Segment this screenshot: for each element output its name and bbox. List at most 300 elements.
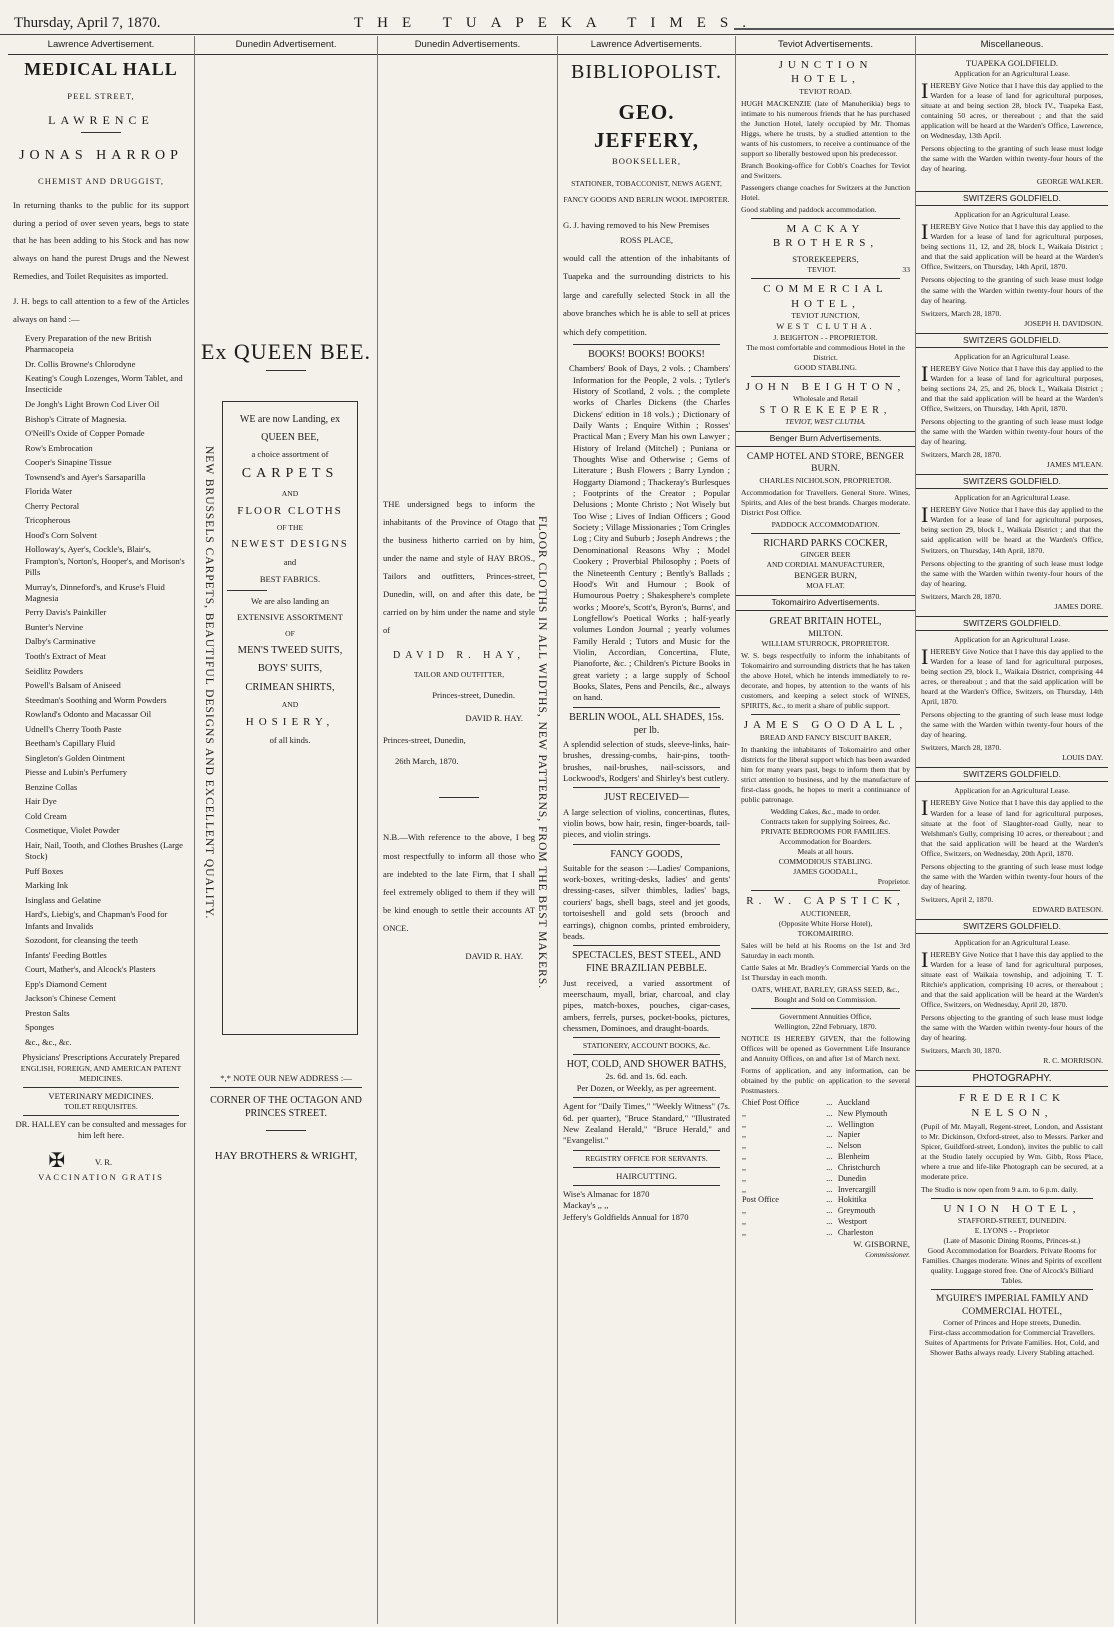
notice-header: SWITZERS GOLDFIELD. bbox=[916, 767, 1108, 782]
goodall-stabling: COMMODIOUS STABLING. bbox=[778, 857, 873, 867]
office-place: Christchurch bbox=[837, 1162, 881, 1172]
office-place: Auckland bbox=[837, 1097, 870, 1107]
goodall-signature: JAMES GOODALL, bbox=[793, 867, 858, 877]
list-item: Preston Salts bbox=[25, 1007, 70, 1018]
column-dunedin-carpets bbox=[195, 36, 378, 1624]
box-line: EXTENSIVE ASSORTMENT bbox=[237, 612, 343, 623]
table-row bbox=[741, 1163, 910, 1174]
mguire-corner: Corner of Princes and Hope streets, Dunedin. bbox=[943, 1318, 1081, 1328]
office-label: Post Office bbox=[742, 1195, 779, 1205]
vr-initials: V. R. bbox=[94, 1156, 113, 1167]
photographer-name: FREDERICK NELSON, bbox=[958, 1092, 1066, 1119]
capstick-trade: AUCTIONEER, bbox=[800, 908, 851, 918]
box-line: We are also landing an bbox=[250, 595, 330, 606]
goodall-contracts: Contracts taken for supplying Soirees, &c. bbox=[760, 817, 891, 827]
notice-signature: LOUIS DAY. bbox=[1062, 753, 1103, 763]
box-line: of all kinds. bbox=[269, 734, 311, 745]
office-label: ,, bbox=[742, 1130, 747, 1140]
list-item: O'Neill's Oxide of Copper Pomade bbox=[25, 428, 145, 439]
office-label: ,, bbox=[742, 1141, 747, 1151]
office-sep: ... bbox=[826, 1227, 833, 1237]
new-firm-trade: TAILOR AND OUTFITTER, bbox=[413, 670, 505, 680]
office-place: Nelson bbox=[837, 1141, 862, 1151]
box-line: CARPETS bbox=[241, 466, 339, 482]
list-item: Marking Ink bbox=[25, 880, 69, 891]
list-item: Dr. Collis Browne's Chlorodyne bbox=[25, 358, 136, 369]
richard-place: BENGER BURN, bbox=[794, 570, 857, 581]
junction-road: TEVIOT ROAD. bbox=[799, 86, 852, 96]
notice-sub: Application for an Agricultural Lease. bbox=[954, 634, 1070, 644]
article-list bbox=[13, 333, 189, 1049]
goodall-meals: Meals at all hours. bbox=[797, 847, 854, 857]
list-item: Epp's Diamond Cement bbox=[25, 978, 107, 989]
capstick-title: R. W. CAPSTICK, bbox=[746, 895, 905, 908]
new-firm-name: DAVID R. HAY, bbox=[392, 649, 526, 661]
list-item: Udnell's Cherry Tooth Paste bbox=[25, 723, 122, 734]
issue-date: Thursday, April 7, 1870. bbox=[14, 15, 161, 31]
notice-text: HEREBY Give Notice that I have this day applied to the Warden for a lease of land for agricultural purposes, situate east of Waikaia township, and adjoining T. T. Ritchie's application, comprising 10 acres, or thereabout ; and that the said application will be heard at the Warden's Office, Switzers, on Wednesday, April 20, 1870. bbox=[921, 950, 1103, 1010]
divider bbox=[210, 1087, 362, 1088]
notice-text: HEREBY Give Notice that I have this day applied to the Warden for a lease of land for agricultural purposes, being section 29, block I., Waikaia District ; and that the said application will be heard at the Warden's Office, Switzers, on Thursday, 14th April, 1870. bbox=[921, 505, 1103, 555]
office-place: Dunedin bbox=[837, 1173, 867, 1183]
studio-hours: The Studio is now open from 9 a.m. to 6 p.m. daily. bbox=[921, 1184, 1078, 1194]
commercial-title: COMMERCIAL HOTEL, bbox=[763, 283, 888, 310]
office-sep: ... bbox=[826, 1141, 833, 1151]
notice-objection: Persons objecting to the granting of such lease must lodge the same with the Warden within twenty-four hours of the day of hearing. bbox=[921, 861, 1103, 891]
section-heading: PHOTOGRAPHY. bbox=[916, 1070, 1108, 1087]
divider bbox=[931, 1198, 1093, 1199]
office-place: Wellington bbox=[837, 1119, 875, 1129]
list-item: Cooper's Sinapine Tissue bbox=[25, 457, 112, 468]
office-label: ,, bbox=[742, 1227, 747, 1237]
bookseller-trade-detail: STATIONER, TOBACCONIST, NEWS AGENT, FANCY GOODS AND BERLIN WOOL IMPORTER. bbox=[563, 178, 730, 205]
table-row bbox=[741, 1130, 910, 1141]
column-heading: Miscellaneous. bbox=[916, 36, 1108, 55]
spectacles-title: SPECTACLES, BEST STEEL, AND FINE BRAZILIAN PEBBLE. bbox=[572, 950, 721, 975]
drop-cap: I bbox=[921, 219, 929, 245]
column-dunedin-tailor bbox=[378, 36, 558, 1624]
divider bbox=[573, 1054, 720, 1055]
divider bbox=[751, 278, 900, 279]
drop-cap: I bbox=[921, 77, 929, 103]
list-item: Bishop's Citrate of Magnesia. bbox=[25, 413, 127, 424]
divider bbox=[573, 1037, 720, 1038]
divider bbox=[751, 376, 900, 377]
box-line: OF THE bbox=[276, 523, 304, 533]
capstick-place: TOKOMAIRIRO. bbox=[797, 928, 854, 938]
office-sep: ... bbox=[826, 1206, 833, 1216]
notice-signature: JOSEPH H. DAVIDSON. bbox=[1024, 318, 1103, 328]
divider bbox=[266, 370, 306, 371]
proprietor-name: JONAS HARROP bbox=[19, 148, 183, 164]
list-item: Holloway's, Ayer's, Cockle's, Blair's, Frampton's, Norton's, Hooper's, and Morison's Pills bbox=[25, 544, 185, 577]
mackay-number: 33 bbox=[902, 265, 910, 275]
box-line: and bbox=[283, 557, 297, 568]
office-sep: ... bbox=[826, 1108, 833, 1118]
list-item: Row's Embrocation bbox=[25, 442, 93, 453]
capstick-opposite: (Opposite White Horse Hotel), bbox=[778, 918, 873, 928]
notice-objection: Persons objecting to the granting of such lease must lodge the same with the Warden within twenty-four hours of the day of hearing. bbox=[921, 143, 1103, 174]
gov-signature: W. GISBORNE, bbox=[853, 1238, 910, 1249]
vaccination-line: VACCINATION GRATIS bbox=[38, 1172, 164, 1183]
commercial-stabling: GOOD STABLING. bbox=[794, 362, 857, 372]
notice-sub: Application for an Agricultural Lease. bbox=[954, 68, 1070, 78]
ad-note: J. H. begs to call attention to a few of the Articles always on hand :— bbox=[13, 296, 189, 324]
notice-header: SWITZERS GOLDFIELD. bbox=[916, 474, 1108, 489]
divider bbox=[751, 533, 900, 534]
goodall-private: PRIVATE BEDROOMS FOR FAMILIES. bbox=[760, 827, 891, 837]
newspaper-title: THE TUAPEKA TIMES. bbox=[353, 15, 761, 31]
books-title: BOOKS! BOOKS! BOOKS! bbox=[588, 349, 705, 361]
office-label: ,, bbox=[742, 1206, 747, 1216]
commercial-proprietor: J. BEIGHTON - - PROPRIETOR. bbox=[773, 332, 878, 342]
list-item: Hair Dye bbox=[25, 796, 57, 807]
divider bbox=[751, 890, 900, 891]
gov-date: Wellington, 22nd February, 1870. bbox=[774, 1021, 877, 1031]
ad-body: would call the attention of the inhabitants of Tuapeka and the surrounding districts to his large and carefully selected Stock in all the above branches which he is able to sell at prices which defy competition. bbox=[563, 252, 730, 337]
notice-date: Switzers, March 28, 1870. bbox=[921, 308, 1002, 318]
notice-body bbox=[921, 219, 1103, 272]
beighton-title: JOHN BEIGHTON, bbox=[745, 380, 906, 393]
table-row bbox=[741, 1228, 910, 1239]
notice-text: HEREBY Give Notice that I have this day applied to the Warden for a lease of land for agricultural purposes, being sections 24, 25, and 26, block I., Waikaia District ; and that the said application will be heard at the Warden's Office, Switzers, on Thursday, 14th April, 1870. bbox=[921, 363, 1103, 413]
box-line: AND bbox=[281, 700, 299, 710]
proprietor-trade: CHEMIST AND DRUGGIST, bbox=[38, 175, 164, 186]
column-heading: Teviot Advertisements. bbox=[736, 36, 915, 55]
office-label: ,, bbox=[742, 1152, 747, 1162]
list-item: Keating's Cough Lozenges, Worm Tablet, and Insecticide bbox=[25, 373, 183, 395]
beighton-sub: Wholesale and Retail bbox=[793, 394, 858, 404]
box-line: HOSIERY, bbox=[245, 716, 335, 729]
box-line: BEST FABRICS. bbox=[259, 573, 321, 584]
divider bbox=[751, 218, 900, 219]
junction-title: JUNCTION HOTEL, bbox=[778, 58, 873, 86]
fancy-title: FANCY GOODS, bbox=[610, 848, 683, 860]
office-sep: ... bbox=[826, 1217, 833, 1227]
column-teviot bbox=[736, 36, 916, 1624]
mackay-title: MACKAY BROTHERS, bbox=[772, 222, 879, 250]
received-title: JUST RECEIVED— bbox=[604, 792, 689, 804]
mguire-title: M'GUIRE'S IMPERIAL FAMILY AND COMMERCIAL HOTEL, bbox=[935, 1294, 1089, 1317]
haircutting-line: HAIRCUTTING. bbox=[616, 1170, 677, 1181]
notice-date: 26th March, 1870. bbox=[395, 756, 459, 767]
richard-title: RICHARD PARKS COCKER, bbox=[763, 537, 888, 549]
divider bbox=[266, 1130, 306, 1131]
gov-role: Commissioner. bbox=[865, 1250, 910, 1260]
list-item: Tooth's Extract of Meat bbox=[25, 650, 106, 661]
commercial-body: The most comfortable and commodious Hotel in the District. bbox=[746, 342, 905, 362]
registry-line: REGISTRY OFFICE FOR SERVANTS. bbox=[585, 1153, 708, 1163]
fancy-body: Suitable for the season :—Ladies' Companions, work-boxes, writing-desks, ladies' and gents' dressing-cases, silver thimbles, ladies' bags, couriers' bags, shell bags, steel and jet goods, tortoiseshell and gold sets (brooch and earrings), chignon combs, printed embroidery, beads. bbox=[563, 862, 730, 941]
ad-town: LAWRENCE bbox=[48, 112, 154, 127]
divider bbox=[931, 1289, 1093, 1290]
notice-text: HEREBY Give Notice that I have this day applied to the Warden for a lease of land for agricultural purposes, situate at the foot of Slaughter-road Gully, near to Welshman's Gully, comprising 10 acres, or thereabout ; and that the said application will be heard at the Warden's Office, Switzers, on Wednesday, 20th April, 1870. bbox=[921, 798, 1103, 858]
bookseller-trade: BOOKSELLER, bbox=[611, 156, 681, 167]
veterinary-line: VETERINARY MEDICINES. bbox=[48, 1090, 154, 1101]
list-item: Piesse and Lubin's Perfumery bbox=[25, 767, 128, 778]
nb-signature: DAVID R. HAY. bbox=[465, 950, 523, 961]
office-label: ,, bbox=[742, 1119, 747, 1129]
mackay-place-row bbox=[741, 265, 910, 275]
notice-signature: DAVID R. HAY. bbox=[465, 713, 523, 724]
list-item: Hood's Corn Solvent bbox=[25, 529, 97, 540]
mackay-trade: STOREKEEPERS, bbox=[792, 253, 859, 264]
list-item: Rowland's Odonto and Macassar Oil bbox=[25, 709, 152, 720]
table-row bbox=[741, 1174, 910, 1185]
vertical-banner: FLOOR CLOTHS IN ALL WIDTHS, NEW PATTERNS, FROM THE BEST MAKERS. bbox=[536, 516, 548, 990]
ship-title: Ex QUEEN BEE. bbox=[200, 338, 372, 364]
list-item: De Jongh's Light Brown Cod Liver Oil bbox=[25, 398, 160, 409]
spectacles-body: Just received, a varied assortment of meerschaum, myall, briar, charcoal, and clay pipes, match-boxes, pouches, cigar-cases, ambers, ferrels, purses, pocket-books, pictures, chessmen, Dominoes, and draught-boards. bbox=[563, 977, 730, 1033]
toilet-line: TOILET REQUISITES. bbox=[64, 1102, 138, 1111]
notice-signature: JAMES DORE. bbox=[1054, 601, 1103, 611]
office-label: ,, bbox=[742, 1162, 747, 1172]
richard-trade: GINGER BEER bbox=[800, 550, 851, 559]
commercial-junction: TEVIOT JUNCTION, bbox=[791, 311, 860, 321]
notice-body bbox=[921, 502, 1103, 555]
column-heading: Dunedin Advertisements. bbox=[378, 36, 557, 55]
box-line: AND bbox=[281, 488, 299, 498]
list-item: Tricopherous bbox=[25, 515, 71, 526]
gb-proprietor: WILLIAM STURROCK, PROPRIETOR. bbox=[761, 639, 890, 649]
notice-body bbox=[921, 77, 1103, 141]
goodall-title: JAMES GOODALL, bbox=[743, 719, 908, 732]
beighton-trade: STOREKEEPER, bbox=[759, 405, 892, 417]
list-item: Hair, Nail, Tooth, and Clothes Brushes (Large Stock) bbox=[25, 839, 183, 862]
wool-body: A splendid selection of studs, sleeve-links, hair-brushes, dressing-combs, hair-pins, tooth-brushes, nail-brushes, nail-scissors, and Lockwood's, Rodgers' and Shirley's best cutlery. bbox=[563, 739, 730, 784]
column-bibliopolist bbox=[558, 36, 736, 1624]
camp-title: CAMP HOTEL AND STORE, BENGER BURN. bbox=[746, 451, 905, 475]
notice-sub: Application for an Agricultural Lease. bbox=[954, 210, 1070, 220]
gb-title: GREAT BRITAIN HOTEL, bbox=[769, 615, 882, 627]
gov-body: NOTICE IS HEREBY GIVEN, that the following Offices will be opened as Government Life Insurance and Annuity Offices, on and after 1st of March next. bbox=[741, 1033, 910, 1063]
column-lawrence-medical bbox=[8, 36, 195, 1624]
divider bbox=[573, 787, 720, 788]
baths-title: HOT, COLD, AND SHOWER BATHS, bbox=[566, 1059, 727, 1071]
masthead-rule bbox=[734, 28, 1114, 30]
goodall-trade: BREAD AND FANCY BISCUIT BAKER, bbox=[759, 732, 892, 742]
union-late: (Late of Masonic Dining Rooms, Princes-st.) bbox=[943, 1236, 1081, 1246]
address-note: *,* NOTE OUR NEW ADDRESS :— bbox=[220, 1072, 352, 1083]
mackay-place: TEVIOT. bbox=[807, 265, 837, 275]
notice-text: HEREBY Give Notice that I have this day applied to the Warden for a lease of land for agricultural purposes, situate at and being section 28, block IV., Tuapeka East, containing 50 acres, or thereabout ; and that the said application will be heard at the Warden's Office, Lawrence, on Wednesday, 13th April. bbox=[921, 80, 1103, 140]
table-row bbox=[741, 1120, 910, 1131]
removal-notice: G. J. having removed to his New Premises bbox=[563, 220, 710, 231]
list-item: Court, Mather's, and Alcock's Plasters bbox=[25, 964, 156, 975]
office-sep: ... bbox=[826, 1162, 833, 1172]
patent-medicines-line: ENGLISH, FOREIGN, AND AMERICAN PATENT MEDICINES. bbox=[20, 1063, 182, 1083]
notice-sub: Application for an Agricultural Lease. bbox=[954, 351, 1070, 361]
notice-body bbox=[921, 360, 1103, 414]
table-row bbox=[741, 1152, 910, 1163]
notice-objection: Persons objecting to the granting of such lease must lodge the same with the Warden within twenty-four hours of the day of hearing. bbox=[921, 275, 1103, 305]
almanac-line: Mackay's ,, ,, bbox=[563, 1200, 609, 1211]
table-row bbox=[741, 1195, 910, 1206]
list-item: Beetham's Capillary Fluid bbox=[25, 738, 115, 749]
camp-proprietor: CHARLES NICHOLSON, PROPRIETOR. bbox=[759, 475, 892, 485]
box-line: MEN'S TWEED SUITS, bbox=[237, 644, 343, 656]
nb-paragraph: N.B.—With reference to the above, I beg most respectfully to inform all those who are indebted to the late Firm, that I shall feel extremely obliged to them if they will be kind enough to settle their accounts AT ONCE. bbox=[383, 832, 535, 933]
divider bbox=[439, 797, 479, 798]
notice-date: Switzers, March 28, 1870. bbox=[921, 743, 1002, 753]
gov-title: Government Annuities Office, bbox=[779, 1011, 872, 1021]
goodall-role: Proprietor. bbox=[877, 877, 910, 887]
goodall-boarders: Accommodation for Boarders. bbox=[779, 837, 872, 847]
list-item: Sponges bbox=[25, 1022, 55, 1033]
divider bbox=[81, 132, 121, 133]
table-row bbox=[741, 1098, 910, 1109]
section-heading: Benger Burn Advertisements. bbox=[736, 431, 915, 446]
office-label: ,, bbox=[742, 1184, 747, 1194]
capstick-sales: Sales will be held at his Rooms on the 1st and 3rd Saturday in each month. bbox=[741, 940, 910, 960]
office-place: Blenheim bbox=[837, 1152, 870, 1162]
notice-signature: EDWARD BATESON. bbox=[1032, 904, 1103, 914]
new-address: CORNER OF THE OCTAGON AND PRINCES STREET. bbox=[210, 1094, 362, 1120]
divider bbox=[23, 1087, 179, 1088]
notice-date: Switzers, March 28, 1870. bbox=[921, 591, 1002, 601]
notice-body bbox=[921, 643, 1103, 707]
junction-branch: Branch Booking-office for Cobb's Coaches for Teviot and Switzers. bbox=[741, 160, 910, 180]
section-heading: Tokomairiro Advertisements. bbox=[736, 595, 915, 610]
office-place: Hokitika bbox=[837, 1195, 867, 1205]
notice-text: HEREBY Give Notice that I have this day applied to the Warden for a lease of land for agricultural purposes, being sections 11, 12, and 28, block I., Waikaia District ; and that the said application will be heard at the Warden's Office, Switzers, on Thursday, 14th April, 1870. bbox=[921, 222, 1103, 272]
list-item: Seidlitz Powders bbox=[25, 665, 84, 676]
junction-passengers: Passengers change coaches for Switzers at the Junction Hotel. bbox=[741, 182, 910, 202]
office-label: Chief Post Office bbox=[742, 1097, 800, 1107]
notice-sub: Application for an Agricultural Lease. bbox=[954, 938, 1070, 947]
notice-signature: GEORGE WALKER. bbox=[1036, 177, 1103, 187]
photographer-body: (Pupil of Mr. Mayall, Regent-street, London, and Assistant to Mr. Dickinson, Oxford-street, also to Messrs. Parker and Spicer, Guildford-street, London), invites the public to call at the Studio lately occupied by Wm. Gibb, Ross Place, where a true and life-like Photograph can be secured, at a moderate price. bbox=[921, 1122, 1103, 1182]
notice-body bbox=[921, 947, 1103, 1010]
list-item: Dalby's Carminative bbox=[25, 636, 96, 647]
gov-forms: Forms of application, and any information, can be obtained by the public on application to the several Postmasters. bbox=[741, 1065, 910, 1095]
notice-body bbox=[921, 795, 1103, 858]
mguire-suites: Suites of Apartments for Private Families. Hot, Cold, and Shower Baths always ready. Livery Stabling attached. bbox=[924, 1338, 1100, 1358]
office-place: Westport bbox=[837, 1217, 868, 1227]
bookseller-name: GEO. JEFFERY, bbox=[593, 99, 700, 152]
royal-crest bbox=[13, 1146, 189, 1172]
premises-name: ROSS PLACE, bbox=[619, 235, 673, 246]
gb-place: MILTON. bbox=[808, 627, 843, 638]
richard-trade-2: AND CORDIAL MANUFACTURER, bbox=[766, 560, 885, 570]
table-row bbox=[741, 1141, 910, 1152]
masthead bbox=[0, 0, 1114, 35]
agent-line: Agent for "Daily Times," "Weekly Witness" (7s. 6d. per quarter), "Bruce Standard," "Illustrated New Zealand Herald," "Bruce Herald," and "Evangelist." bbox=[563, 1101, 730, 1146]
list-item: Singleton's Golden Ointment bbox=[25, 752, 125, 763]
vertical-banner: NEW BRUSSELS CARPETS, BEAUTIFUL DESIGNS AND EXCELLENT QUALITY. bbox=[203, 446, 216, 920]
list-item: Jackson's Chinese Cement bbox=[25, 993, 116, 1004]
list-item: Bunter's Nervine bbox=[25, 621, 84, 632]
office-place: New Plymouth bbox=[837, 1108, 888, 1118]
ad-street: PEEL STREET, bbox=[67, 91, 135, 102]
wool-title: BERLIN WOOL, ALL SHADES, 15s. per lb. bbox=[569, 711, 724, 736]
office-place: Napier bbox=[837, 1130, 861, 1140]
box-line: WE are now Landing, ex bbox=[239, 413, 341, 425]
notice-header: SWITZERS GOLDFIELD. bbox=[916, 333, 1108, 348]
box-line: FLOOR CLOTHS bbox=[237, 504, 343, 517]
notice-header: SWITZERS GOLDFIELD. bbox=[916, 191, 1108, 206]
office-sep: ... bbox=[826, 1152, 833, 1162]
junction-stabling: Good stabling and paddock accommodation. bbox=[741, 204, 877, 214]
divider bbox=[751, 1008, 900, 1009]
commercial-place: WEST CLUTHA. bbox=[776, 321, 875, 332]
notice-sub: Application for an Agricultural Lease. bbox=[954, 493, 1070, 503]
received-body: A large selection of violins, concertinas, flutes, violin bows, bow hair, resin, finger-boards, tail-pieces, and violin strings. bbox=[563, 806, 730, 840]
box-line: BOYS' SUITS, bbox=[257, 663, 323, 675]
union-body: Good Accommodation for Boarders. Private Rooms for Families. Charges moderate. Wines and Spirits of excellent quality. Luggage stored free. One of Alcock's Billiard Tables. bbox=[922, 1246, 1102, 1286]
table-row bbox=[741, 1109, 910, 1120]
firm-name: HAY BROTHERS & WRIGHT, bbox=[214, 1150, 358, 1163]
notice-signature: JAMES M'LEAN. bbox=[1046, 460, 1103, 470]
stationery-line: STATIONERY, ACCOUNT BOOKS, &c. bbox=[582, 1041, 711, 1051]
drop-cap: I bbox=[921, 360, 929, 386]
drop-cap: I bbox=[921, 643, 929, 669]
paddock-line: PADDOCK ACCOMMODATION. bbox=[771, 519, 880, 529]
notice-date: Switzers, April 2, 1870. bbox=[921, 894, 994, 904]
box-line: OF bbox=[285, 628, 295, 638]
notice-place: Princes-street, Dunedin, bbox=[383, 734, 466, 745]
table-row bbox=[741, 1206, 910, 1217]
divider bbox=[573, 1167, 720, 1168]
notice-objection: Persons objecting to the granting of such lease must lodge the same with the Warden within twenty-four hours of the day of hearing. bbox=[921, 710, 1103, 740]
list-item: Isinglass and Gelatine bbox=[25, 894, 101, 905]
goodall-cakes: Wedding Cakes, &c., made to order. bbox=[770, 807, 881, 816]
divider bbox=[23, 1115, 179, 1116]
divider bbox=[573, 1097, 720, 1098]
list-item: Hard's, Liebig's, and Chapman's Food for Infants and Invalids bbox=[25, 909, 168, 931]
office-sep: ... bbox=[826, 1184, 833, 1194]
office-sep: ... bbox=[826, 1195, 833, 1205]
offices-table bbox=[741, 1098, 910, 1239]
list-item: Powell's Balsam of Aniseed bbox=[25, 680, 121, 691]
list-item: &c., &c., &c. bbox=[25, 1036, 72, 1047]
box-line: CRIMEAN SHIRTS, bbox=[245, 682, 335, 694]
almanac-line: Jeffery's Goldfields Annual for 1870 bbox=[563, 1211, 689, 1222]
ad-title: MEDICAL HALL bbox=[24, 58, 178, 79]
goodall-body: In thanking the inhabitants of Tokomairiro and other districts for the liberal support which has been awarded him for many years past, begs to inform them that by strict attention to business, and by the manufacture of first-class goods, he hopes to merit a continuance of public patronage. bbox=[741, 744, 910, 804]
union-proprietor: E. LYONS - - Proprietor bbox=[974, 1226, 1050, 1236]
beighton-place: TEVIOT, WEST CLUTHA. bbox=[785, 417, 866, 427]
list-item: Perry Davis's Painkiller bbox=[25, 607, 107, 618]
list-item: Cherry Pectoral bbox=[25, 500, 80, 511]
divider bbox=[573, 945, 720, 946]
office-place: Greymouth bbox=[837, 1206, 876, 1216]
junction-body: HUGH MACKENZIE (late of Manuherikia) begs to intimate to his numerous friends that he has purchased the Junction Hotel, lately occupied by Mr. Thomas Higgs, where he trusts, by a studied attention to the wants of his customers, to receive a continuance of the support so liberally bestowed upon his predecessor. bbox=[741, 98, 910, 158]
drop-cap: I bbox=[921, 502, 929, 528]
list-item: Benzine Collas bbox=[25, 781, 78, 792]
column-heading: Dunedin Advertisement. bbox=[195, 36, 377, 55]
notice-sub: Application for an Agricultural Lease. bbox=[954, 786, 1070, 796]
divider bbox=[573, 707, 720, 708]
capstick-cattle: Cattle Sales at Mr. Bradley's Commercial Yards on the 1st Thursday in each month. bbox=[741, 962, 910, 982]
prescriptions-line: Physicians' Prescriptions Accurately Prepared bbox=[22, 1052, 180, 1063]
books-list: Chambers' Book of Days, 2 vols. ; Chambers' Information for the People, 2 vols. ; Tytler's History of Scotland, 2 vols. ; the complete works of Charles Dickens (the Charles Dickens' edition in 18 vols.) ; Dictionary of Daily Wants ; Enquire Within ; Rosses' Practical Man ; Every Man his own Lawyer ; History of Ireland (Mitchel) ; Puniana or Thoughts Wise and Otherwise ; Gems of Literature ; Bush Flowers ; Barry Lyndon ; Hoggarty Diamond ; Thackeray's Burlesques ; Footprints of the Creator ; Popular Delusions ; Monte Christo ; Not Wisely but Too Wise ; Lives of Indian Officers ; Good Society ; Village Missionaries ; Tom Cringles Log ; City and Suburb ; Joseph Andrews ; the Denominational Reasons Why ; Model Cookery ; Proverbial Philosophy ; Poets of the Nineteenth Century ; Bently's Ballads ; Hood's Wit and Humour ; Book of Humourous Poetry ; Shakesphere's complete works ; Moore's, Scott's, Byron's, Burns', and Longfellow's Poetical Works ; half-yearly volumes London Journal ; yearly volumes Family Herald ; Tutors and Music for the Violin, Accordian, Concertina, Flute, Pianoforte, &c. ; Children's Picture Books in great variety ; a large supply of School Books, Slates, Pens and Pencils, &c., always on hand. bbox=[569, 363, 730, 703]
office-sep: ... bbox=[826, 1097, 833, 1107]
office-sep: ... bbox=[826, 1119, 833, 1129]
baths-note: Per Dozen, or Weekly, as per agreement. bbox=[576, 1082, 717, 1093]
divider bbox=[751, 714, 900, 715]
divider bbox=[573, 344, 720, 345]
drop-cap: I bbox=[921, 947, 929, 973]
divider bbox=[227, 590, 267, 591]
union-title: UNION HOTEL, bbox=[943, 1202, 1081, 1215]
notice-text: HEREBY Give Notice that I have this day applied to the Warden for a lease of land for agricultural purposes, being section 29, block I., Waikaia District, comprising 44 acres, or thereabout ; and that the said application will be heard at the Warden's Office, Switzers, on Thursday, 14th April, 1870. bbox=[921, 646, 1103, 707]
column-miscellaneous bbox=[916, 36, 1108, 1624]
ad-title: BIBLIOPOLIST. bbox=[571, 60, 722, 83]
column-heading: Lawrence Advertisement. bbox=[8, 36, 194, 55]
office-label: ,, bbox=[742, 1173, 747, 1183]
column-heading: Lawrence Advertisements. bbox=[558, 36, 735, 55]
